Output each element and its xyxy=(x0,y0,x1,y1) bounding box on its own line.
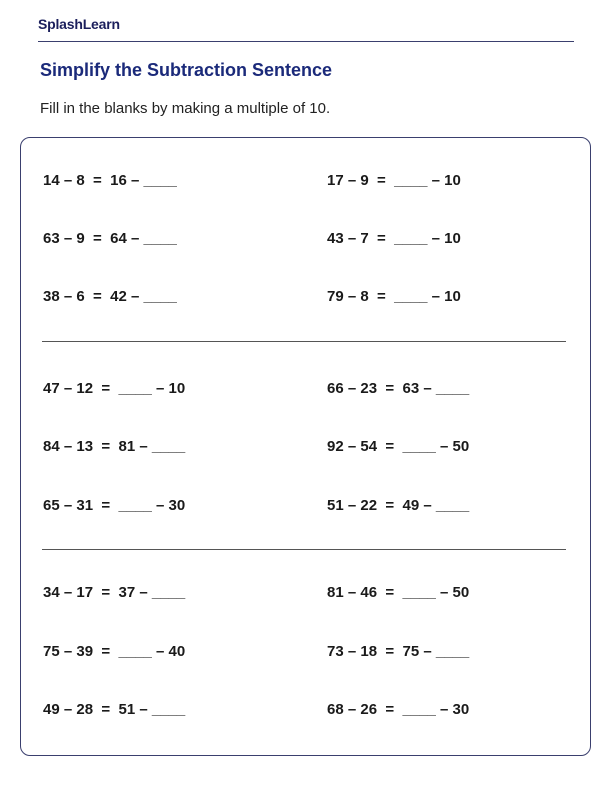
problem-10: 92 – 54 = ____ – 50 xyxy=(327,438,470,455)
problem-6: 79 – 8 = ____ – 10 xyxy=(327,288,461,305)
problem-4: 43 – 7 = ____ – 10 xyxy=(327,230,461,247)
problem-13: 34 – 17 = 37 – ____ xyxy=(43,584,186,601)
problem-18: 68 – 26 = ____ – 30 xyxy=(327,701,470,718)
problem-15: 75 – 39 = ____ – 40 xyxy=(43,643,186,660)
problem-16: 73 – 18 = 75 – ____ xyxy=(327,643,470,660)
problem-2: 17 – 9 = ____ – 10 xyxy=(327,172,461,189)
problem-12: 51 – 22 = 49 – ____ xyxy=(327,497,470,514)
problem-3: 63 – 9 = 64 – ____ xyxy=(43,230,177,247)
section-divider-1 xyxy=(42,341,566,342)
problem-11: 65 – 31 = ____ – 30 xyxy=(43,497,186,514)
worksheet-instructions: Fill in the blanks by making a multiple of 10. xyxy=(40,100,331,117)
header-divider xyxy=(38,41,574,42)
problem-8: 66 – 23 = 63 – ____ xyxy=(327,380,470,397)
problem-14: 81 – 46 = ____ – 50 xyxy=(327,584,470,601)
worksheet-title: Simplify the Subtraction Sentence xyxy=(40,60,333,80)
problem-7: 47 – 12 = ____ – 10 xyxy=(43,380,186,397)
splashlearn-logo: SplashLearn xyxy=(38,16,120,32)
problem-17: 49 – 28 = 51 – ____ xyxy=(43,701,186,718)
section-divider-2 xyxy=(42,549,566,550)
problem-9: 84 – 13 = 81 – ____ xyxy=(43,438,186,455)
problem-1: 14 – 8 = 16 – ____ xyxy=(43,172,177,189)
problem-5: 38 – 6 = 42 – ____ xyxy=(43,288,177,305)
